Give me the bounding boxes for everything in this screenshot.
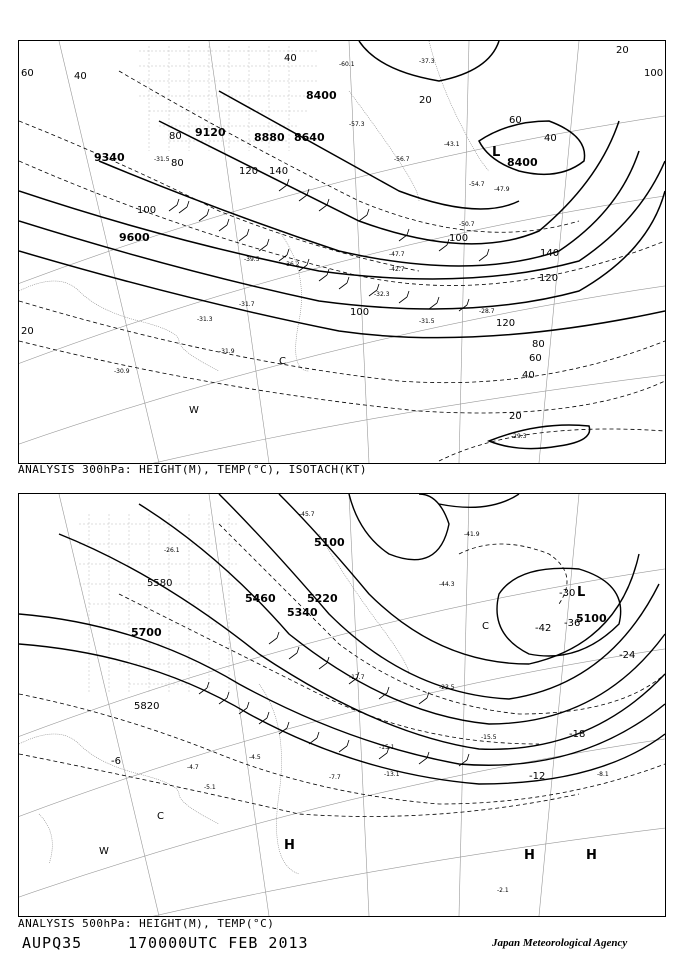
height-label: 5460 xyxy=(245,592,276,605)
temp-label: -41.9 xyxy=(464,531,480,538)
temp-label: -31.7 xyxy=(239,301,255,308)
map-500hpa xyxy=(19,494,665,916)
isotach-label: 100 xyxy=(644,68,664,79)
height-label: 5340 xyxy=(287,606,318,619)
isotach-label: 20 xyxy=(616,45,629,56)
agency-name: Japan Meteorological Agency xyxy=(492,937,628,949)
temp-label: -36.2 xyxy=(284,261,300,268)
temp-label: -57.3 xyxy=(349,121,365,128)
coastline xyxy=(19,534,409,874)
height-label: 5100 xyxy=(314,536,345,549)
temp-label: -50.7 xyxy=(459,221,475,228)
temp-label: -31.5 xyxy=(419,318,435,325)
temp-label: -15.5 xyxy=(481,734,497,741)
isotach-label: 60 xyxy=(529,353,542,364)
temp-label: -31.5 xyxy=(154,156,170,163)
temp-labels xyxy=(114,58,527,440)
temp-label: -54.7 xyxy=(469,181,485,188)
isotach-label: 120 xyxy=(496,318,516,329)
temp-label: -47.7 xyxy=(389,251,405,258)
graticule xyxy=(19,494,665,916)
high-symbol: H xyxy=(284,838,295,853)
temp-label: -29.3 xyxy=(511,433,527,440)
temp-label: -30 xyxy=(559,588,576,599)
height-label: 5220 xyxy=(307,592,338,605)
warm-symbol: W xyxy=(99,846,109,857)
high-symbol: H xyxy=(524,848,535,863)
temp-label: -31.3 xyxy=(197,316,213,323)
low-symbol: L xyxy=(577,585,586,600)
height-label: 5820 xyxy=(134,701,160,712)
temp-label: -32.3 xyxy=(374,291,390,298)
temp-label: -28.7 xyxy=(479,308,495,315)
height-label: 5700 xyxy=(131,626,162,639)
chart-300hpa xyxy=(18,40,666,464)
pressure-symbols xyxy=(99,585,597,863)
isotach-label: 80 xyxy=(171,158,184,169)
chart-500hpa xyxy=(18,493,666,917)
isotach-label: 20 xyxy=(419,95,432,106)
temp-label: -42 xyxy=(535,623,552,634)
height-label: 8400 xyxy=(507,156,538,169)
cold-symbol: C xyxy=(279,356,286,367)
low-symbol: L xyxy=(492,145,501,160)
temp-label: -23.5 xyxy=(439,684,455,691)
warm-symbol: W xyxy=(189,405,199,416)
isotach-label: 100 xyxy=(449,233,469,244)
isotach-label: 20 xyxy=(509,411,522,422)
height-label: 9340 xyxy=(94,151,125,164)
isotach-label: 40 xyxy=(284,53,297,64)
temp-label: -12 xyxy=(529,771,546,782)
product-code: AUPQ35 xyxy=(22,934,83,952)
temp-label: -24 xyxy=(619,650,636,661)
temp-label: -17.7 xyxy=(349,674,365,681)
hatch-area xyxy=(79,514,239,694)
temp-label: -26.1 xyxy=(164,547,180,554)
height-contours xyxy=(19,41,665,449)
isotach-label: 120 xyxy=(239,166,259,177)
temp-label: -60.1 xyxy=(339,61,355,68)
height-label: 9120 xyxy=(195,126,226,139)
temp-label: -13.1 xyxy=(384,771,400,778)
high-symbol: H xyxy=(586,848,597,863)
temp-label: -4.7 xyxy=(187,764,199,771)
temp-label: -37.3 xyxy=(419,58,435,65)
temp-label: -47.9 xyxy=(494,186,510,193)
temp-label: -5.1 xyxy=(204,784,216,791)
height-label: 8640 xyxy=(294,131,325,144)
isotach-label: 20 xyxy=(21,326,34,337)
temp-label: -56.7 xyxy=(394,156,410,163)
isotach-label: 120 xyxy=(539,273,559,284)
temp-label: -15.1 xyxy=(379,744,395,751)
isotach-label: 140 xyxy=(540,248,560,259)
height-label: 5100 xyxy=(576,612,607,625)
isotach-label: 40 xyxy=(74,71,87,82)
temp-label: -30.9 xyxy=(114,368,130,375)
pressure-symbols xyxy=(189,145,500,416)
isotach-label: 100 xyxy=(350,307,370,318)
isotach-label: 80 xyxy=(532,339,545,350)
height-label: 8400 xyxy=(306,89,337,102)
height-label: 5580 xyxy=(147,578,173,589)
temp-label: -31.9 xyxy=(219,348,235,355)
cold-symbol: C xyxy=(482,621,489,632)
isotach-labels xyxy=(21,45,663,422)
temp-label: -2.1 xyxy=(497,887,509,894)
isotach-label: 140 xyxy=(269,166,289,177)
temp-label: -7.7 xyxy=(329,774,341,781)
height-label: 8880 xyxy=(254,131,285,144)
isotach-label: 80 xyxy=(169,131,182,142)
temp-label: -45.7 xyxy=(299,511,315,518)
temp-label: -6 xyxy=(111,756,121,767)
temp-label: -39.5 xyxy=(244,256,260,263)
temp-label: -43.1 xyxy=(444,141,460,148)
caption-300hpa: ANALYSIS 300hPa: HEIGHT(M), TEMP(°C), ISOTACH(KT) xyxy=(18,463,368,476)
height-label: 9600 xyxy=(119,231,150,244)
temp-label: -36 xyxy=(564,618,581,629)
isotach-label: 60 xyxy=(21,68,34,79)
isotach-label: 40 xyxy=(544,133,557,144)
analysis-time: 170000UTC FEB 2013 xyxy=(128,934,309,952)
wind-barbs xyxy=(169,179,489,311)
cold-symbol: C xyxy=(157,811,164,822)
temp-label: -4.5 xyxy=(249,754,261,761)
map-300hpa xyxy=(19,41,665,463)
isotach-label: 40 xyxy=(522,370,535,381)
isotach-label: 100 xyxy=(137,205,157,216)
caption-500hpa: ANALYSIS 500hPa: HEIGHT(M), TEMP(°C) xyxy=(18,917,275,930)
temp-label: -44.3 xyxy=(439,581,455,588)
isotach-label: 60 xyxy=(509,115,522,126)
temp-label: -8.1 xyxy=(597,771,609,778)
temp-label: -18 xyxy=(569,729,586,740)
temp-label: -42.7 xyxy=(389,266,405,273)
